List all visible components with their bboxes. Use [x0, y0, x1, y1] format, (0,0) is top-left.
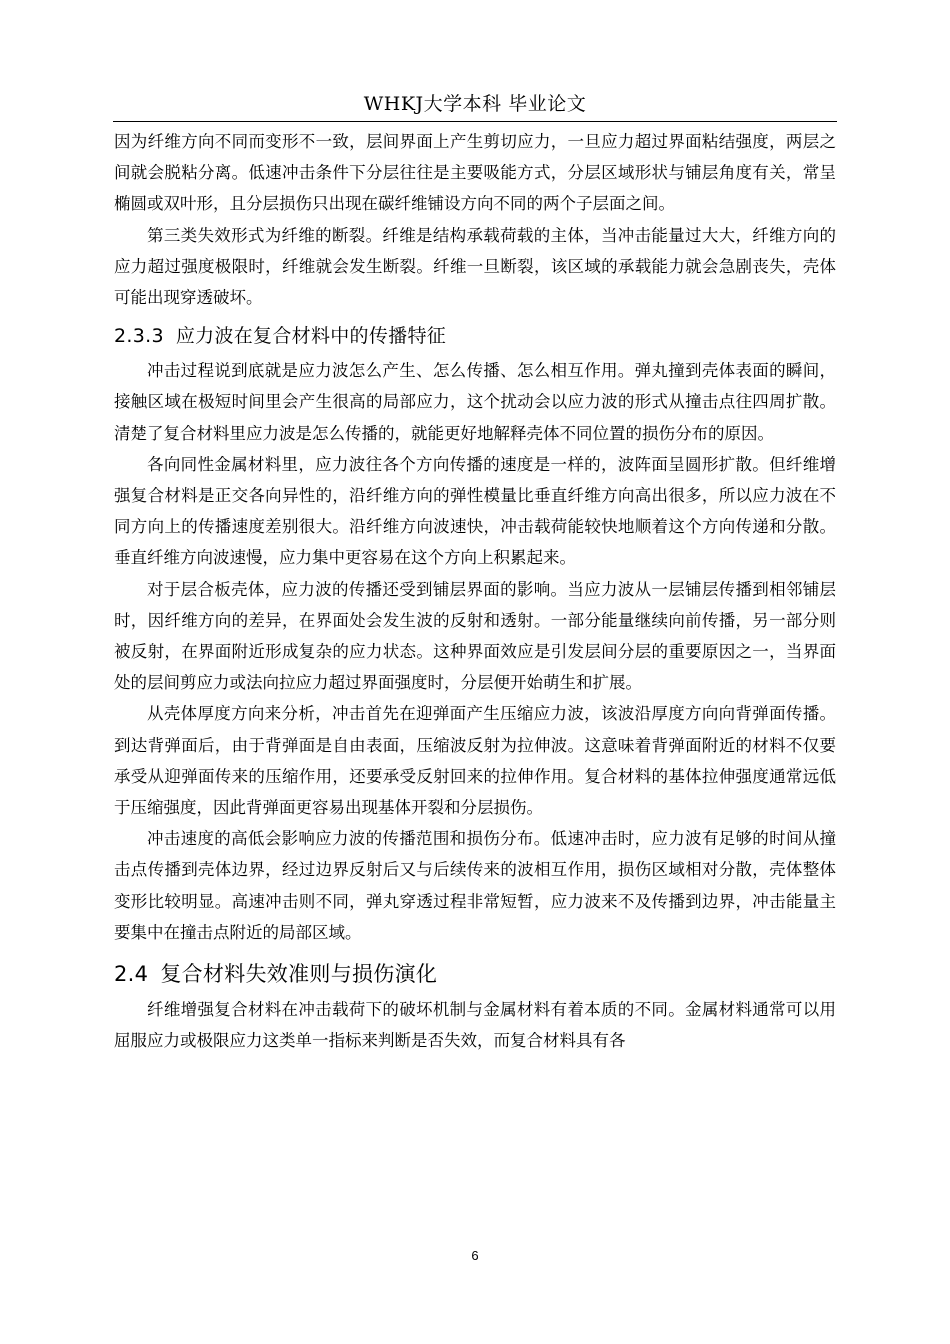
subsection-heading-2-3-3 [114, 319, 836, 353]
header-rule [113, 121, 837, 122]
paragraph-anisotropy: 各向同性金属材料里，应力波往各个方向传播的速度是一样的，波阵面呈圆形扩散。但纤维增强复合材料是正交各向异性的，沿纤维方向的弹性模量比垂直纤维方向高出很多，所以应力波在不同方向上的传播速度差别很大。沿纤维方向波速快，冲击载荷能较快地顺着这个方向传递和分散。垂直纤维方向波速慢，应力集中更容易在这个方向上积累起来。 [114, 454, 836, 568]
section-number: 2.4 [114, 962, 149, 987]
paragraph-thickness-direction: 从壳体厚度方向来分析，冲击首先在迎弹面产生压缩应力波，该波沿厚度方向向背弹面传播。到达背弹面后，由于背弹面是自由表面，压缩波反射为拉伸波。这意味着背弹面附近的材料不仅要承受从迎弹面传来的压缩作用，还要承受反射回来的拉伸作用。复合材料的基体拉伸强度通常远低于压缩强度，因此背弹面更容易出现基体开裂和分层损伤。 [114, 704, 836, 818]
subsection-title: 应力波在复合材料中的传播特征 [175, 325, 447, 348]
page-content [114, 126, 836, 1056]
paragraph-impact-process: 冲击过程说到底就是应力波怎么产生、怎么传播、怎么相互作用。弹丸撞到壳体表面的瞬间，接触区域在极短时间里会产生很高的局部应力，这个扰动会以应力波的形式从撞击点往四周扩散。清楚了复合材料里应力波是怎么传播的，就能更好地解释壳体不同位置的损伤分布的原因。 [114, 361, 836, 443]
paragraph-continued: 因为纤维方向不同而变形不一致，层间界面上产生剪切应力，一旦应力超过界面粘结强度，两层之间就会脱粘分离。低速冲击条件下分层往往是主要吸能方式，分层区域形状与铺层角度有关，常呈椭圆或双叶形，且分层损伤只出现在碳纤维铺设方向不同的两个子层面之间。 [114, 132, 836, 214]
section-title: 复合材料失效准则与损伤演化 [160, 962, 438, 987]
paragraph-fiber-fracture: 第三类失效形式为纤维的断裂。纤维是结构承载荷载的主体，当冲击能量过大大，纤维方向的应力超过强度极限时，纤维就会发生断裂。纤维一旦断裂，该区域的承载能力就会急剧丧失，壳体可能出现穿透破坏。 [114, 225, 836, 308]
page-number: 6 [471, 1248, 479, 1263]
subsection-number: 2.3.3 [114, 325, 164, 348]
section-heading-2-4 [114, 956, 836, 992]
paragraph-failure-mechanism: 纤维增强复合材料在冲击载荷下的破坏机制与金属材料有着本质的不同。金属材料通常可以用屈服应力或极限应力这类单一指标来判断是否失效，而复合材料具有各 [114, 1000, 836, 1051]
paragraph-impact-velocity: 冲击速度的高低会影响应力波的传播范围和损伤分布。低速冲击时，应力波有足够的时间从撞击点传播到壳体边界，经过边界反射后又与后续传来的波相互作用，损伤区域相对分散，壳体整体变形比较明显。高速冲击则不同，弹丸穿透过程非常短暂，应力波来不及传播到边界，冲击能量主要集中在撞击点附近的局部区域。 [114, 829, 836, 942]
running-header: WHKJ大学本科 毕业论文 [363, 93, 587, 115]
paragraph-interface-effect: 对于层合板壳体，应力波的传播还受到铺层界面的影响。当应力波从一层铺层传播到相邻铺层时，因纤维方向的差异，在界面处会发生波的反射和透射。一部分能量继续向前传播，另一部分则被反射，在界面附近形成复杂的应力状态。这种界面效应是引发层间分层的重要原因之一，当界面处的层间剪应力或法向拉应力超过界面强度时，分层便开始萌生和扩展。 [114, 579, 836, 693]
